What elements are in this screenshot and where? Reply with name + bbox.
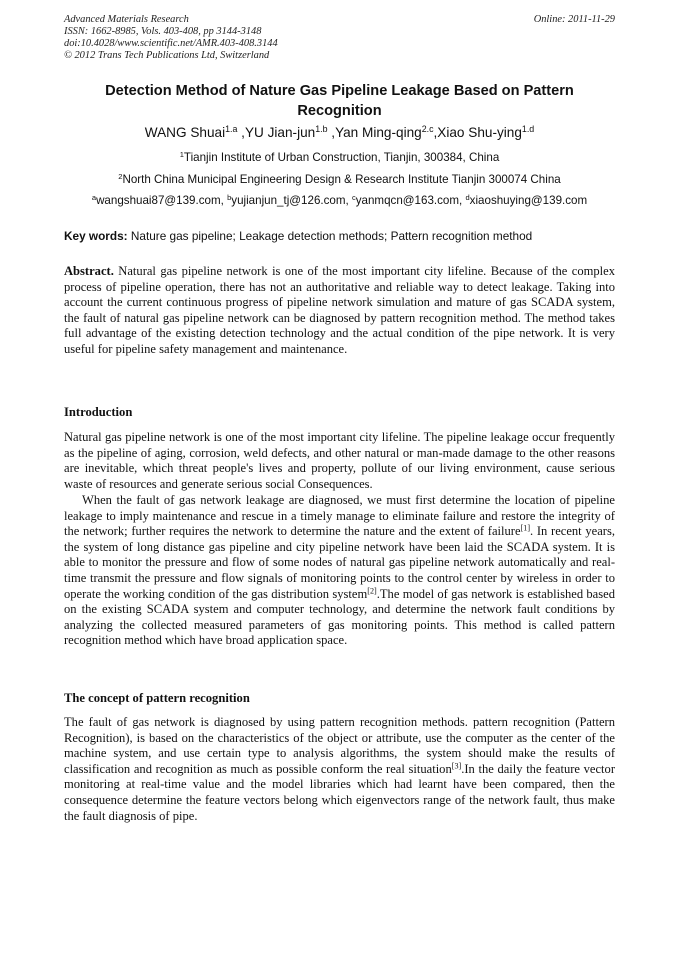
author: YU Jian-jun$^{1.b}$ , (244, 124, 336, 140)
keywords-label: Key words: (64, 229, 128, 243)
journal-copyright: © 2012 Trans Tech Publications Ltd, Switzerland (64, 50, 270, 61)
journal-issn: ISSN: 1662-8985, Vols. 403-408, pp 3144-3148 (64, 26, 262, 37)
citation-2[interactable]: [2] (367, 586, 377, 596)
author: Yan Ming-qing$^{2.c}$, (335, 124, 438, 140)
email-link[interactable]: wangshuai87@139.com, (96, 194, 228, 207)
section-heading-introduction: Introduction (64, 405, 133, 419)
email-link[interactable]: yujianjun_tj@126.com, (231, 194, 352, 207)
intro-paragraph-2: When the fault of gas network leakage are diagnosed, we must first determine the location of pipeline leakage to imply maintenance and rescue in a timely manage to eliminate failure and restore the integrity of the network; further requires the network to determine the nature and the extent of failure[1]. In recent years, the system of long distance gas pipeline and city pipeline network have been laid the SCADA system. It is able to monitor the pressure and flow of some nodes of natural gas pipeline network automatically and real-time transmit the pressure and flow signals of monitoring points to the control center by wireless in order to operate the working condition of the gas distribution system[2].The model of gas network is established based on the existing SCADA system and computer technology, and determine the network fault conditions by analyzing the collected measured parameters of gas monitoring points. This method is called pattern recognition method which have broad application space. (64, 493, 615, 648)
journal-name: Advanced Materials Research (64, 14, 189, 25)
email-link[interactable]: xiaoshuying@139.com (469, 194, 588, 207)
abstract-text: Natural gas pipeline network is one of the most important city lifeline. Because of the complex process of pipeline operation, there has not an authoritative and reliable way to detect leakage. Taking into account the current continuous progress of pipeline network simulation and mature of gas SCADA system, the fault of natural gas pipeline network can be diagnosed by pattern recognition method. The method takes full advantage of the existing detection technology and the actual condition of the pipe network. It is very useful for pipeline safety management and maintenance. (64, 264, 615, 356)
author: Xiao Shu-ying$^{1.d}$ (437, 124, 535, 140)
abstract-label: Abstract. (64, 264, 114, 278)
author: WANG Shuai$^{1.a}$ , (144, 124, 245, 140)
concept-paragraph-1: The fault of gas network is diagnosed by using pattern recognition methods. pattern recognition (Pattern Recognition), is based on the characteristics of the object or attribute, use the computer as the center of the machine system, and use certain type to analysis algorithms, the system should make the results of classification and recognition as much as possible conform the real situation[3].In the daily the feature vector monitoring at real-time value and the model libraries which had learnt have been compared, then the consequence determine the feature vectors belong which eigenvectors range of the network fault, thus make the fault diagnosis of pipe. (64, 715, 615, 823)
author-list (64, 124, 615, 142)
online-date: Online: 2011-11-29 (533, 14, 615, 25)
citation-3[interactable]: [3] (451, 761, 462, 771)
keywords (64, 229, 615, 244)
section-heading-concept: The concept of pattern recognition (64, 691, 250, 705)
journal-header (64, 14, 615, 62)
author-emails: $^a$wangshuai87@139.com, $^b$yujianjun_tj@126.com, $^c$yanmqcn@163.com, $^d$xiaoshuying@139.com (91, 192, 588, 207)
keywords-text: Nature gas pipeline; Leakage detection methods; Pattern recognition method (127, 229, 533, 243)
paper-title: Detection Method of Nature Gas Pipeline Leakage Based on Pattern Recognition (105, 83, 574, 119)
citation-1[interactable]: [1] (520, 523, 531, 533)
journal-doi: doi:10.4028/www.scientific.net/AMR.403-408.3144 (64, 38, 278, 49)
affiliation-2: $^2$North China Municipal Engineering Design & Research Institute Tianjin 300074 China (118, 171, 561, 186)
email-link[interactable]: yanmqcn@163.com, (355, 194, 466, 207)
intro-paragraph-1: Natural gas pipeline network is one of the most important city lifeline. The pipeline leakage occur frequently as the pipeline of aging, corrosion, weld defects, and other natural or man-made damage to the other reasons are inevitable, which threat people's lives and property, pollute of our living environment, cause serious waste of resources and generate serious social Consequences. (64, 430, 615, 491)
affiliation-1: $^1$Tianjin Institute of Urban Construction, Tianjin, 300384, China (179, 149, 500, 164)
abstract (64, 264, 615, 358)
